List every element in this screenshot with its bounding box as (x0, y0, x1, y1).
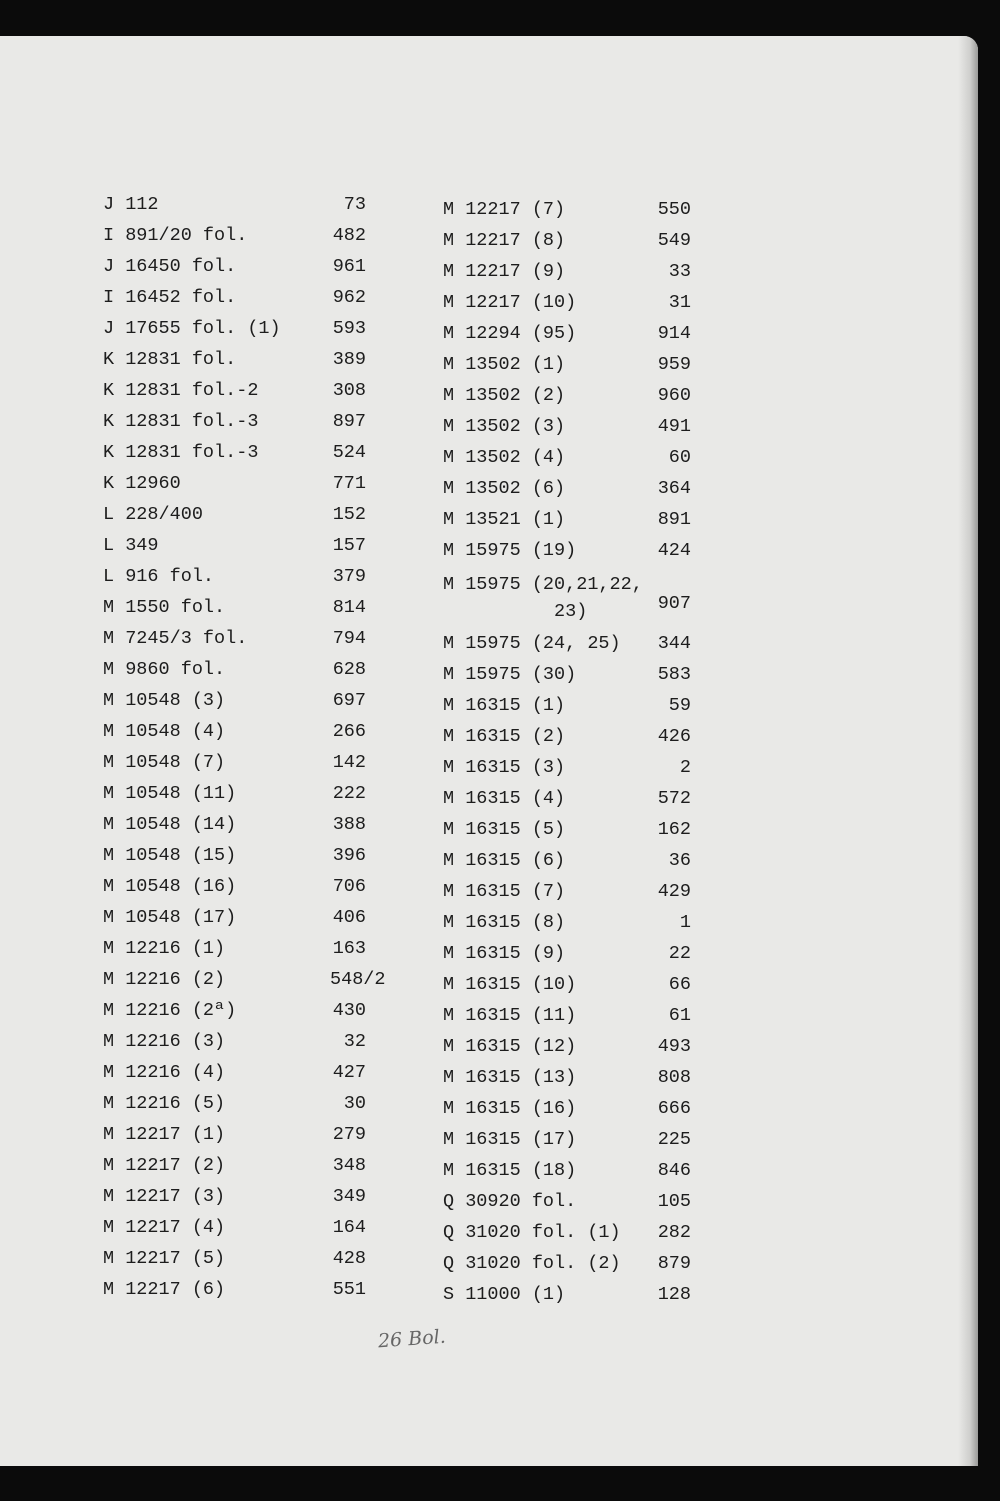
shelfmark: M 12216 (4) (103, 1062, 226, 1083)
page-edge-curl (958, 36, 978, 1466)
page-number: 907 (657, 593, 691, 614)
shelfmark: M 16315 (11) (443, 1005, 577, 1026)
shelfmark: M 12217 (9) (443, 261, 566, 282)
shelfmark: M 7245/3 fol. (103, 628, 248, 649)
page-number: 424 (657, 540, 691, 561)
shelfmark: M 12217 (3) (103, 1186, 226, 1207)
shelfmark: M 12217 (10) (443, 292, 577, 313)
shelfmark: M 16315 (17) (443, 1129, 577, 1150)
page-number: 891 (657, 509, 691, 530)
page-number: 897 (332, 411, 366, 432)
page-number: 22 (668, 943, 691, 964)
page-number: 879 (657, 1253, 691, 1274)
shelfmark: M 16315 (4) (443, 788, 566, 809)
page-number: 593 (332, 318, 366, 339)
shelfmark: M 1550 fol. (103, 597, 226, 618)
page-number: 426 (657, 726, 691, 747)
page-number: 59 (668, 695, 691, 716)
page-number: 814 (332, 597, 366, 618)
shelfmark: K 12831 fol. (103, 349, 237, 370)
page-number: 551 (332, 1279, 366, 1300)
page-number: 30 (343, 1093, 366, 1114)
page-number: 961 (332, 256, 366, 277)
shelfmark: M 16315 (1) (443, 695, 566, 716)
page-number: 960 (657, 385, 691, 406)
page-number: 583 (657, 664, 691, 685)
shelfmark: M 16315 (13) (443, 1067, 577, 1088)
page-number: 157 (332, 535, 366, 556)
shelfmark: J 17655 fol. (1) (103, 318, 281, 339)
page-number: 349 (332, 1186, 366, 1207)
page-number: 66 (668, 974, 691, 995)
shelfmark: M 16315 (5) (443, 819, 566, 840)
page-number: 491 (657, 416, 691, 437)
page-number: 308 (332, 380, 366, 401)
shelfmark: M 10548 (7) (103, 752, 226, 773)
shelfmark: M 16315 (8) (443, 912, 566, 933)
shelfmark: M 13502 (6) (443, 478, 566, 499)
shelfmark: M 12216 (2) (103, 969, 226, 990)
page-number: 794 (332, 628, 366, 649)
page-number: 550 (657, 199, 691, 220)
shelfmark: M 16315 (16) (443, 1098, 577, 1119)
shelfmark: M 12216 (2ª) (103, 1000, 237, 1021)
shelfmark: M 12294 (95) (443, 323, 577, 344)
shelfmark: M 10548 (16) (103, 876, 237, 897)
page-number: 36 (668, 850, 691, 871)
shelfmark: M 12217 (7) (443, 199, 566, 220)
shelfmark: M 13521 (1) (443, 509, 566, 530)
shelfmark: J 112 (103, 194, 159, 215)
page-number: 389 (332, 349, 366, 370)
shelfmark: M 12217 (2) (103, 1155, 226, 1176)
shelfmark: S 11000 (1) (443, 1284, 566, 1305)
shelfmark: M 10548 (11) (103, 783, 237, 804)
shelfmark: M 12217 (6) (103, 1279, 226, 1300)
shelfmark: M 15975 (24, 25) (443, 633, 621, 654)
page-number: 548/2 (330, 969, 386, 990)
page-number: 348 (332, 1155, 366, 1176)
page-number: 279 (332, 1124, 366, 1145)
shelfmark: L 228/400 (103, 504, 203, 525)
page-number: 282 (657, 1222, 691, 1243)
page-number: 808 (657, 1067, 691, 1088)
page-number: 60 (668, 447, 691, 468)
shelfmark: M 12217 (4) (103, 1217, 226, 1238)
shelfmark: M 15975 (30) (443, 664, 577, 685)
shelfmark: Q 31020 fol. (1) (443, 1222, 621, 1243)
page-number: 1 (679, 912, 691, 933)
page-number: 225 (657, 1129, 691, 1150)
page-number: 706 (332, 876, 366, 897)
shelfmark: M 12217 (5) (103, 1248, 226, 1269)
shelfmark: L 916 fol. (103, 566, 215, 587)
page-number: 482 (332, 225, 366, 246)
page-number: 364 (657, 478, 691, 499)
shelfmark: Q 31020 fol. (2) (443, 1253, 621, 1274)
page-number: 846 (657, 1160, 691, 1181)
shelfmark: K 12960 (103, 473, 181, 494)
page-number: 697 (332, 690, 366, 711)
page-number: 33 (668, 261, 691, 282)
page-number: 962 (332, 287, 366, 308)
shelfmark: M 12216 (5) (103, 1093, 226, 1114)
page-number: 379 (332, 566, 366, 587)
page-number: 493 (657, 1036, 691, 1057)
page-number: 222 (332, 783, 366, 804)
page-number: 266 (332, 721, 366, 742)
page-number: 61 (668, 1005, 691, 1026)
page-number: 427 (332, 1062, 366, 1083)
page-number: 628 (332, 659, 366, 680)
shelfmark: M 10548 (4) (103, 721, 226, 742)
shelfmark: I 891/20 fol. (103, 225, 248, 246)
shelfmark: M 16315 (6) (443, 850, 566, 871)
shelfmark: K 12831 fol.-3 (103, 442, 259, 463)
page-number: 152 (332, 504, 366, 525)
page-number: 959 (657, 354, 691, 375)
page-number: 430 (332, 1000, 366, 1021)
shelfmark: K 12831 fol.-2 (103, 380, 259, 401)
page-number: 666 (657, 1098, 691, 1119)
page-number: 2 (679, 757, 691, 778)
shelfmark: M 12216 (1) (103, 938, 226, 959)
shelfmark: M 16315 (7) (443, 881, 566, 902)
page-number: 142 (332, 752, 366, 773)
shelfmark: M 10548 (14) (103, 814, 237, 835)
page-number: 406 (332, 907, 366, 928)
shelfmark: Q 30920 fol. (443, 1191, 577, 1212)
shelfmark: M 16315 (12) (443, 1036, 577, 1057)
shelfmark: M 12217 (8) (443, 230, 566, 251)
page-number: 429 (657, 881, 691, 902)
shelfmark: M 16315 (18) (443, 1160, 577, 1181)
shelfmark: M 12217 (1) (103, 1124, 226, 1145)
page-number: 164 (332, 1217, 366, 1238)
shelfmark: M 13502 (1) (443, 354, 566, 375)
page-number: 73 (343, 194, 366, 215)
page-number: 32 (343, 1031, 366, 1052)
shelfmark: M 10548 (3) (103, 690, 226, 711)
shelfmark: K 12831 fol.-3 (103, 411, 259, 432)
shelfmark: M 16315 (9) (443, 943, 566, 964)
page-number: 162 (657, 819, 691, 840)
shelfmark: L 349 (103, 535, 159, 556)
page-number: 572 (657, 788, 691, 809)
page-number: 396 (332, 845, 366, 866)
shelfmark: M 15975 (19) (443, 540, 577, 561)
page-number: 914 (657, 323, 691, 344)
shelfmark: J 16450 fol. (103, 256, 237, 277)
handwritten-note: 26 Bol. (377, 1325, 447, 1353)
shelfmark: I 16452 fol. (103, 287, 237, 308)
shelfmark: M 16315 (3) (443, 757, 566, 778)
page-number: 771 (332, 473, 366, 494)
page-number: 524 (332, 442, 366, 463)
page-number: 344 (657, 633, 691, 654)
shelfmark: M 16315 (2) (443, 726, 566, 747)
shelfmark: M 13502 (4) (443, 447, 566, 468)
shelfmark: M 13502 (2) (443, 385, 566, 406)
shelfmark: M 9860 fol. (103, 659, 226, 680)
page-number: 163 (332, 938, 366, 959)
page-number: 428 (332, 1248, 366, 1269)
shelfmark: M 12216 (3) (103, 1031, 226, 1052)
shelfmark: M 10548 (17) (103, 907, 237, 928)
page-number: 31 (668, 292, 691, 313)
page-number: 128 (657, 1284, 691, 1305)
page-number: 388 (332, 814, 366, 835)
shelfmark: M 10548 (15) (103, 845, 237, 866)
shelfmark: M 15975 (20,21,22, 23) (443, 574, 643, 622)
page-number: 105 (657, 1191, 691, 1212)
shelfmark: M 16315 (10) (443, 974, 577, 995)
page-number: 549 (657, 230, 691, 251)
shelfmark: M 13502 (3) (443, 416, 566, 437)
